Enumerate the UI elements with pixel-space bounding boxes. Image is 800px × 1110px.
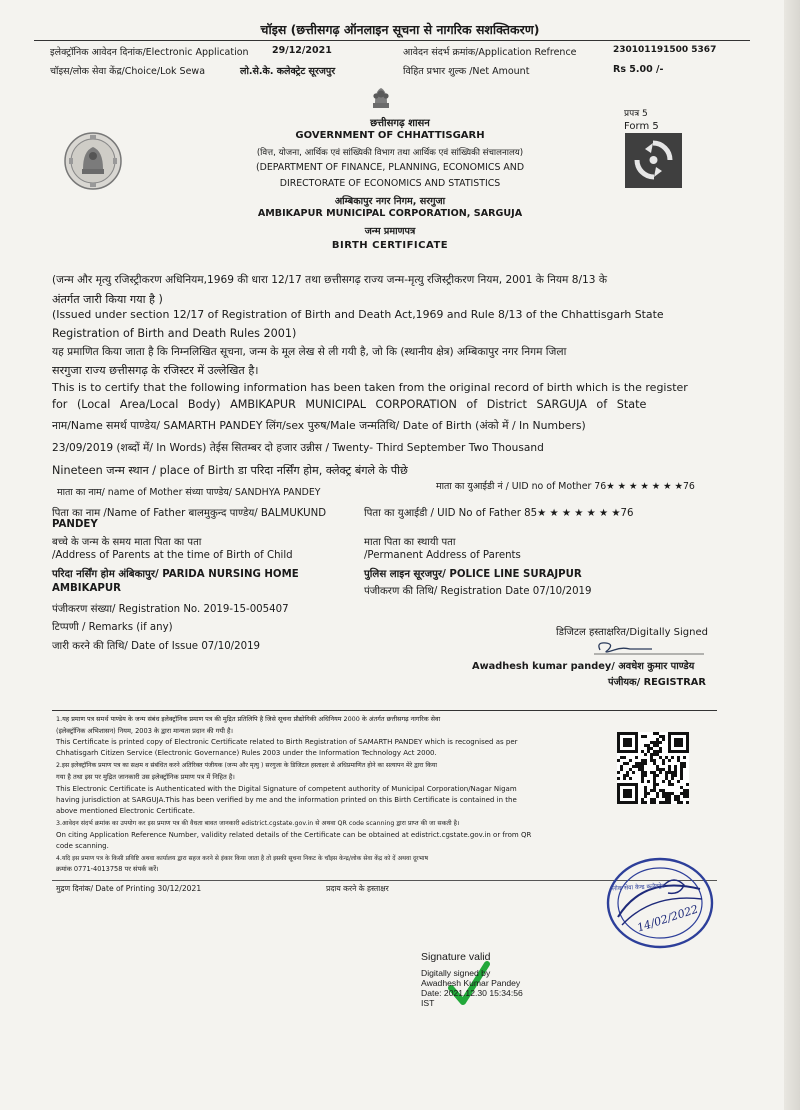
intro-line-4: Registration of Birth and Death Rules 2001) <box>52 327 297 340</box>
signature-date: Date: 2021.12.30 15:34:56 <box>421 988 523 998</box>
directorate-english: DIRECTORATE OF ECONOMICS AND STATISTICS <box>279 178 501 189</box>
official-seal-stamp <box>604 855 716 951</box>
signature-valid-label: Signature valid <box>421 951 491 963</box>
note-2-english-end: above mentioned Electronic Certificate. <box>56 807 195 815</box>
handwritten-signature <box>592 638 712 658</box>
father-name-cont: PANDEY <box>52 519 98 530</box>
mother-name: माता का नाम/ name of Mother संध्या पाण्डेय/ SANDHYA PANDEY <box>57 487 321 498</box>
application-ref-value: 230101191500 5367 <box>613 45 717 55</box>
issue-date: जारी करने की तिथि/ Date of Issue 07/10/2019 <box>52 641 261 652</box>
signer-name: Awadhesh kumar pandey/ अवधेश कुमार पाण्डेय <box>472 661 695 672</box>
permanent-address-label-hindi: माता पिता का स्थायी पता <box>364 537 456 548</box>
name-sex-dob-line: नाम/Name समर्थ पाण्डेय/ SAMARTH PANDEY लिंग/sex पुरुष/Male जन्मतिथि/ Date of Birth (अंको में / In Numbers) <box>52 419 586 432</box>
application-date-label: इलेक्ट्रॉनिक आवेदन दिनांक/Electronic Application <box>50 47 249 58</box>
registration-number: पंजीकरण संख्या/ Registration No. 2019-15-005407 <box>52 604 289 615</box>
note-4-hindi-cont: क्रमांक 0771-4013758 पर संपर्क करें। <box>56 865 159 873</box>
ashoka-emblem-icon <box>368 83 394 111</box>
mother-uid: माता का युआईडी नं / UID no of Mother 76★ ★ ★ ★ ★ ★ ★76 <box>436 481 695 492</box>
intro-line-2: अंतर्गत जारी किया गया है ) <box>52 293 163 306</box>
application-ref-label: आवेदन संदर्भ क्रमांक/Application Refrence <box>403 47 577 58</box>
note-1-hindi-cont: (इलेक्ट्रॉनिक अभिशासन) नियम, 2003 के द्वारा मान्यता प्रदान की गयी है। <box>56 727 234 735</box>
intro-line-1: (जन्म और मृत्यु रजिस्ट्रीकरण अधिनियम,1969 की धारा 12/17 तथा छत्तीसगढ़ राज्य जन्म-मृत्यु रजिस्ट्रीकरण नियम, 2001 के नियम 8/13 के <box>52 274 608 286</box>
signature-signer-name: Awadhesh Kumar Pandey <box>421 978 521 988</box>
father-name: पिता का नाम /Name of Father बालमुकुन्द पाण्डेय/ BALMUKUND <box>52 508 327 519</box>
note-3-hindi: 3.आवेदन संदर्भ क्रमांक का उपयोग कर इस प्रमाण पत्र की वैधता बावत जानकारी edistrict.cgstate.gov.in से अथवा QR code scanning द्वारा प्राप्त की जा सकती है। <box>56 820 460 827</box>
service-center-value: लो.से.के. कलेक्ट्रेट सूरजपुर <box>240 66 336 77</box>
father-uid: पिता का युआईडी / UID No of Father 85★ ★ ★ ★ ★ ★ ★76 <box>364 508 634 519</box>
header-divider <box>34 40 750 41</box>
form-number: Form 5 <box>624 121 659 132</box>
intro-line-5: यह प्रमाणित किया जाता है कि निम्नलिखित सूचना, जन्म के मूल लेख से ली गयी है, जो कि (स्थानीय क्षेत्र) अम्बिकापुर नगर निगम जिला <box>52 346 567 358</box>
certificate-title-hindi: जन्म प्रमाणपत्र <box>364 226 416 237</box>
birth-address-value: परिदा नर्सिंग होम अंबिकापुर/ PARIDA NURSING HOME <box>52 569 299 580</box>
page-edge <box>784 0 800 1110</box>
note-1-hindi: 1.यह प्रमाण पत्र समर्थ पाण्डेय के जन्म संबंध इलेक्ट्रॉनिक प्रमाण पत्र की मुद्रित प्रतिलिपि है जिसे सूचना प्रौद्योगिकी अधिनियम 2000 के अंतर्गत छत्तीसगढ़ नागरिक सेवा <box>56 715 441 723</box>
note-3-english: On citing Application Reference Number, validity related details of the Certificate can be obtained at edistrict.cgstate.gov.in or from QR <box>56 831 532 839</box>
net-amount-value: Rs 5.00 /- <box>613 64 664 75</box>
birth-address-label-hindi: बच्चे के जन्म के समय माता पिता का पता <box>52 537 202 548</box>
top-title: चॉइस (छत्तीसगढ़ ऑनलाइन सूचना से नागरिक सशक्तिकरण) <box>260 22 540 37</box>
corporation-hindi: अम्बिकापुर नगर निगम, सरगुजा <box>334 196 446 207</box>
remarks: टिप्पणी / Remarks (if any) <box>52 622 173 633</box>
intro-line-6: सरगुजा राज्य छत्तीसगढ़ के रजिस्टर में उल्लेखित है। <box>52 364 259 377</box>
birth-address-value-cont: AMBIKAPUR <box>52 583 121 594</box>
registrar-title: पंजीयक/ REGISTRAR <box>608 677 706 688</box>
place-of-birth-line: Nineteen जन्म स्थान / place of Birth डा परिदा नर्सिंग होम, क्लेक्ट्र बंगले के पीछे <box>52 464 408 477</box>
permanent-address-label: /Permanent Address of Parents <box>364 550 521 561</box>
signature-timezone: IST <box>421 998 435 1008</box>
certificate-title: BIRTH CERTIFICATE <box>331 240 449 251</box>
department-english: (DEPARTMENT OF FINANCE, PLANNING, ECONOMICS AND <box>255 162 525 173</box>
note-4-hindi: 4.यदि इस प्रमाण पत्र के किसी प्रविष्टि अथवा कार्यालय द्वारा सहज करने से इंकार किया जाता है तो इसकी सूचना निकट के चॉइस केन्द्र/लोक सेवा केंद्र को दें अथवा दूरभाष <box>56 855 429 862</box>
stamp-date: 14/02/2022 <box>635 902 700 935</box>
note-2-hindi-cont: गया है तथा इस पर मुद्रित जानकारी उस इलेक्ट्रॉनिक प्रमाण पत्र में निहित है। <box>56 773 235 781</box>
note-1-english-cont: Chhatisgarh Citizen Service (Electronic Governance) Rules 2003 under the Information Technology Act 2000. <box>56 749 437 757</box>
state-name-hindi: छत्तीसगढ़ शासन <box>370 118 430 129</box>
intro-line-3: (Issued under section 12/17 of Registration of Birth and Death Act,1969 and Rule 8/13 of the Chhattisgarh State <box>52 308 664 321</box>
government-name: GOVERNMENT OF CHHATTISGARH <box>295 130 485 141</box>
registration-date: पंजीकरण की तिथि/ Registration Date 07/10/2019 <box>364 586 592 597</box>
note-2-english-cont: having jurisdiction at SARGUJA.This has been verified by me and the information printed on this Birth Certificate is contained in the <box>56 796 517 804</box>
printing-date: मुद्रण दिनांक/ Date of Printing 30/12/2021 <box>56 884 202 893</box>
provider-signature-label: प्रदाय करने के हस्ताक्षर <box>326 884 389 893</box>
department-hindi: (वित्त, योजना, आर्थिक एवं सांख्यिकी विभाग तथा आर्थिक एवं सांख्यिकी संचालनालय) <box>256 148 524 158</box>
service-center-label: चॉइस/लोक सेवा केंद्र/Choice/Lok Sewa <box>50 66 206 77</box>
note-1-english: This Certificate is printed copy of Electronic Certificate related to Birth Registration of SAMARTH PANDEY which is recognised as per <box>56 738 518 746</box>
intro-line-7: This is to certify that the following information has been taken from the original record of birth which is the register <box>52 381 688 394</box>
digitally-signed-label: डिजिटल हस्ताक्षरित/Digitally Signed <box>556 627 708 638</box>
note-2-hindi: 2.इस इलेक्ट्रॉनिक प्रमाण पत्र का सक्षम व संबंधित करने अतिरिक्त पंजीयक (जन्म और मृत्यु ) सरगुजा के डिजिटल हस्ताक्षर से अधिप्रमाणित होने का सत्यापन मेरे द्वारा किया <box>56 762 437 769</box>
note-2-english: This Electronic Certificate is Authenticated with the Digital Signature of competent authority of Municipal Corporation/Nagar Nigam <box>56 785 517 793</box>
permanent-address-value: पुलिस लाइन सूरजपुर/ POLICE LINE SURAJPUR <box>364 569 582 580</box>
notes-divider <box>52 710 717 711</box>
qr-code-icon <box>617 732 689 804</box>
birth-address-label: /Address of Parents at the time of Birth of Child <box>52 550 293 561</box>
application-date-value: 29/12/2021 <box>272 45 332 56</box>
note-3-english-end: code scanning. <box>56 842 109 850</box>
intro-line-8: for (Local Area/Local Body) AMBIKAPUR MUNICIPAL CORPORATION of District SARGUJA of State <box>52 398 647 411</box>
date-of-birth-line: 23/09/2019 (शब्दों में/ In Words) तेईस सितम्बर दो हजार उन्नीस / Twenty- Third September Two Thousand <box>52 442 544 454</box>
corporation-english: AMBIKAPUR MUNICIPAL CORPORATION, SARGUJA <box>257 208 523 219</box>
seal-text: लोक सेवा केन्द्र कलेक्ट्रेट <box>611 882 665 893</box>
signature-signed-by: Digitally signed by <box>421 968 491 978</box>
form-number-hindi: प्रपत्र 5 <box>624 109 648 119</box>
net-amount-label: विहित प्रभार शुल्क /Net Amount <box>403 66 530 77</box>
